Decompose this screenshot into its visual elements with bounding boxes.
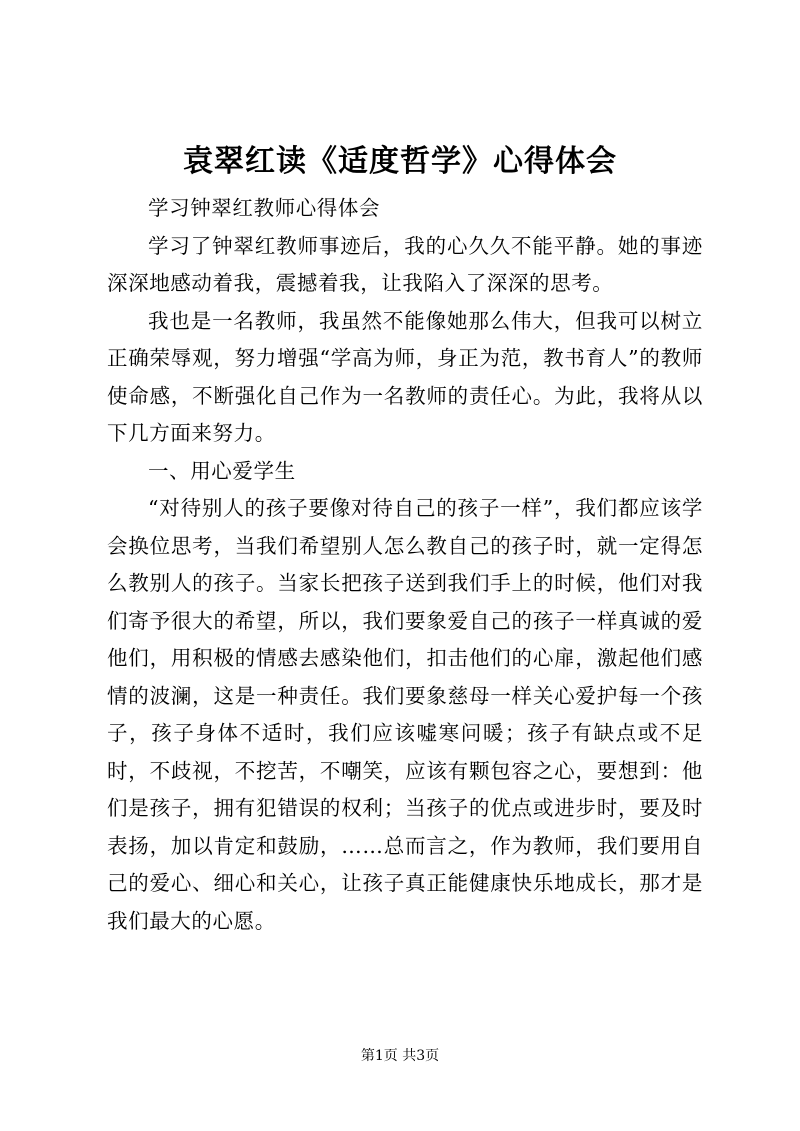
- section-heading: 一、用心爱学生: [148, 458, 296, 483]
- paragraph-subtitle: 学习钟翠红教师心得体会: [148, 196, 381, 220]
- paragraph-love-students: “对待别人的孩子要像对待自己的孩子一样”，我们都应该学会换位思考，当我们希望别人怎么教自己的孩子时，就一定得怎么教别人的孩子。当家长把孩子送到我们手上的时候，他们对我们寄予很大的希望，所以，我们要象爱自己的孩子一样真诚的爱他们，用积极的情感去感染他们，扣击他们的心扉，激起他们感情的波澜，这是一种责任。我们要象慈母一样关心爱护每一个孩子，孩子身体不适时，我们应该嘘寒问暖；孩子有缺点或不足时，不歧视，不挖苦，不嘲笑，应该有颗包容之心，要想到：他们是孩子，拥有犯错误的权利；当孩子的优点或进步时，要及时表扬，加以肯定和鼓励，……总而言之，作为教师，我们要用自己的爱心、细心和关心，让孩子真正能健康快乐地成长，那才是我们最大的心愿。: [107, 496, 703, 933]
- document-body: [107, 190, 703, 940]
- page-footer: 第1页 共3页: [360, 1048, 440, 1064]
- paragraph-intro: 学习了钟翠红教师事迹后，我的心久久不能平静。她的事迹深深地感动着我，震撼着我，让我陷入了深深的思考。: [107, 233, 703, 295]
- document-title: 袁翠红读《适度哲学》心得体会: [183, 144, 617, 179]
- paragraph-commitment: 我也是一名教师，我虽然不能像她那么伟大，但我可以树立正确荣辱观，努力增强“学高为师，身正为范，教书育人”的教师使命感，不断强化自己作为一名教师的责任心。为此，我将从以下几方面来努力。: [107, 308, 703, 445]
